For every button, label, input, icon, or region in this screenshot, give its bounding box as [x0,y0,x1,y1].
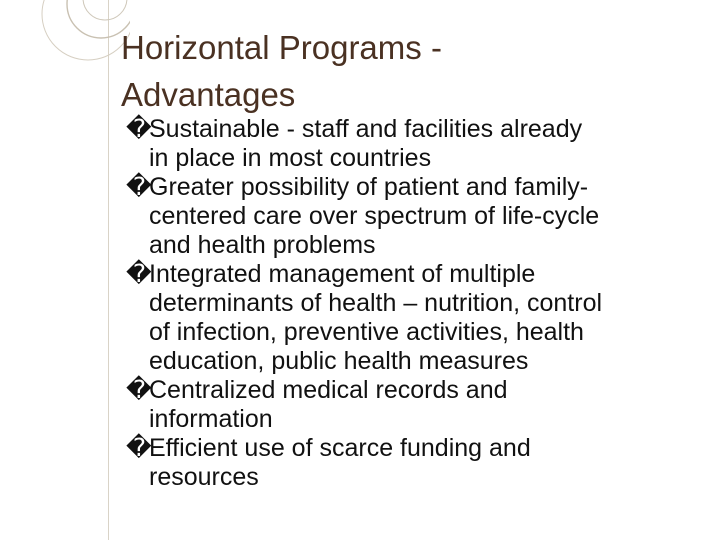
bullet-line: Sustainable - staff and facilities already [149,115,583,143]
bullet-item-greater-possibility [126,173,696,260]
decorative-rings-icon [0,0,130,130]
bullet-line: resources [149,463,259,491]
bullet-line: in place in most countries [149,144,432,172]
bullet-line: information [149,405,273,433]
bullet-line: Greater possibility of patient and family- [149,173,589,201]
bullet-line: Centralized medical records and [149,376,508,404]
bullet-marker-icon: � [126,173,152,201]
slide-title-line-1: Horizontal Programs - [121,29,442,66]
bullet-line: determinants of health – nutrition, control [149,289,603,317]
bullet-marker-icon: � [126,115,152,143]
bullet-line: centered care over spectrum of life-cycle [149,202,600,230]
bullet-marker-icon: � [126,434,152,462]
bullet-line: Efficient use of scarce funding and [149,434,531,462]
bullet-line: of infection, preventive activities, health [149,318,584,346]
bullet-item-centralized-records [126,376,696,434]
bullet-item-integrated-management [126,260,696,376]
bullet-line: Integrated management of multiple [149,260,536,288]
slide-title [121,24,681,118]
slide-title-line-2: Advantages [121,76,296,113]
bullet-line: and health problems [149,231,376,259]
bullet-item-efficient-use [126,434,696,492]
bullet-list [126,115,696,492]
bullet-marker-icon: � [126,260,152,288]
bullet-item-sustainable [126,115,696,173]
bullet-line: education, public health measures [149,347,529,375]
ring-inner [83,0,127,20]
bullet-marker-icon: � [126,376,152,404]
